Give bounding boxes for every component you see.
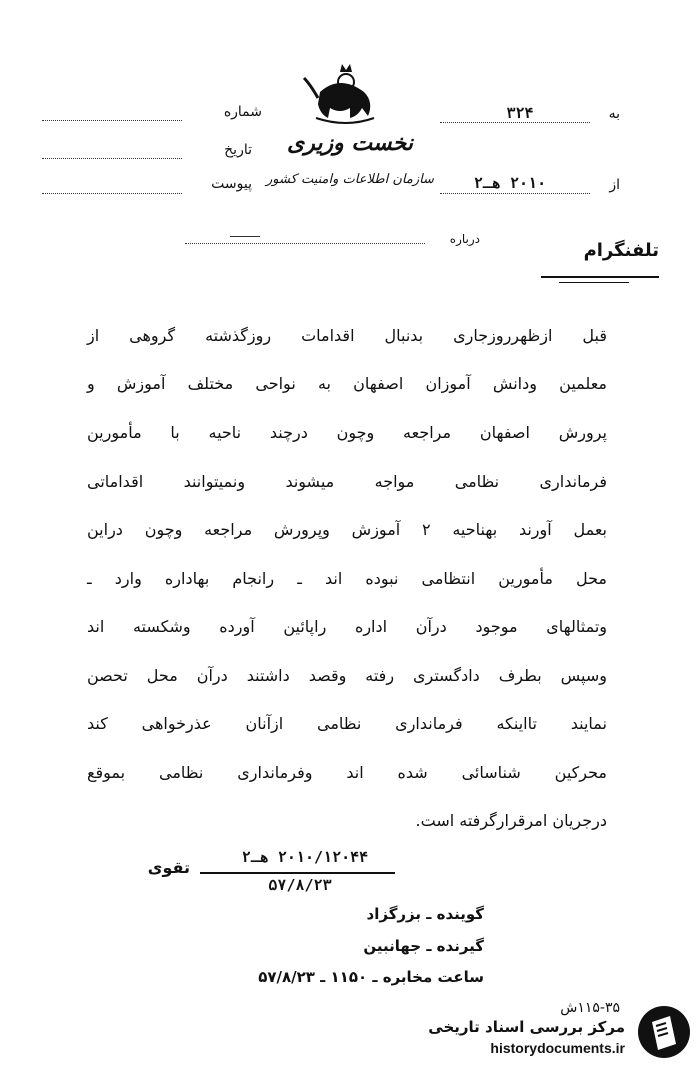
body-line: قبل ازظهرروزجاری بدنبال اقدامات روزگذشته گروهی از [87,326,607,345]
date-label: تاریخ [224,142,252,158]
body-line: وسپس بطرف دادگستری رفته وقصد داشتند درآن محل تحصن [87,666,607,685]
crescent-mark [228,28,252,52]
body-line: نمایند تااینکه فرمانداری نظامی ازآنان عذرخواهی کند [87,714,607,733]
to-value: ۳۲۴ [506,104,534,122]
from-dots [440,193,590,194]
archive-logo-icon [636,1004,692,1060]
archive-website: historydocuments.ir [490,1040,625,1056]
about-label: درباره [449,232,480,246]
body-line: فرمانداری نظامی مواجه میشوند ونمیتوانند اقداماتی [87,472,607,491]
body-line: پرورش اصفهان مراجعه وچون درچند ناحیه با مأمورین [87,423,607,442]
attachment-label: پیوست [211,176,252,192]
reference-date: ۵۷/۸/۲۳ [268,876,332,894]
doc-type-underline [541,276,659,278]
doc-type-underline-2 [559,282,629,283]
from-value: ۲۰۱۰ هـ۲ [473,174,547,192]
to-label: به [608,106,620,122]
body-line: معلمین ودانش آموزان اصفهان به نواحی مختلف آموزش و [87,374,607,393]
signature: تقوی [147,858,190,877]
body-line: محل مأمورین انتظامی نبوده اند ـ رانجام بهاداره وارد ـ [87,569,607,588]
date-dots [42,158,182,159]
archive-center-name: مرکز بررسی اسناد تاریخی [428,1018,625,1036]
about-mark [230,236,260,237]
from-label: از [609,177,620,193]
lion-and-sun-emblem-icon [290,62,400,132]
body-line: محرکین شناسائی شده اند وفرمانداری نظامی بموقع [87,763,607,782]
letterhead-subtitle: سازمان اطلاعات وامنیت کشور [266,172,434,187]
transmission-time-line: ساعت مخابره ـ ۱۱۵۰ ـ ۵۷/۸/۲۳ [258,968,484,986]
receiver-line: گیرنده ـ جهانبین [363,937,484,955]
letterhead-title: نخست وزیری [287,130,413,156]
reference-number: ۲۰۱۰/۱۲۰۴۴ هـ۲ [241,848,369,866]
body-line: بعمل آورند بهناحیه ۲ آموزش وپرورش مراجعه وچون دراین [87,520,608,539]
reference-divider [200,872,395,874]
speaker-line: گوینده ـ بزرگزاد [366,905,484,923]
body-line-last: درجریان امرقرارگرفته است. [415,811,607,830]
doc-type-heading: تلفنگرام [583,240,659,261]
about-dots [185,243,425,244]
number-label: شماره [223,104,262,120]
body-line: وتمثالهای موجود درآن اداره راپائین آورده وشکسته اند [87,617,607,636]
to-dots [440,122,590,123]
archive-code: ۱۱۵-۳۵ش [560,1000,620,1016]
number-dots [42,120,182,121]
attachment-dots [42,193,182,194]
